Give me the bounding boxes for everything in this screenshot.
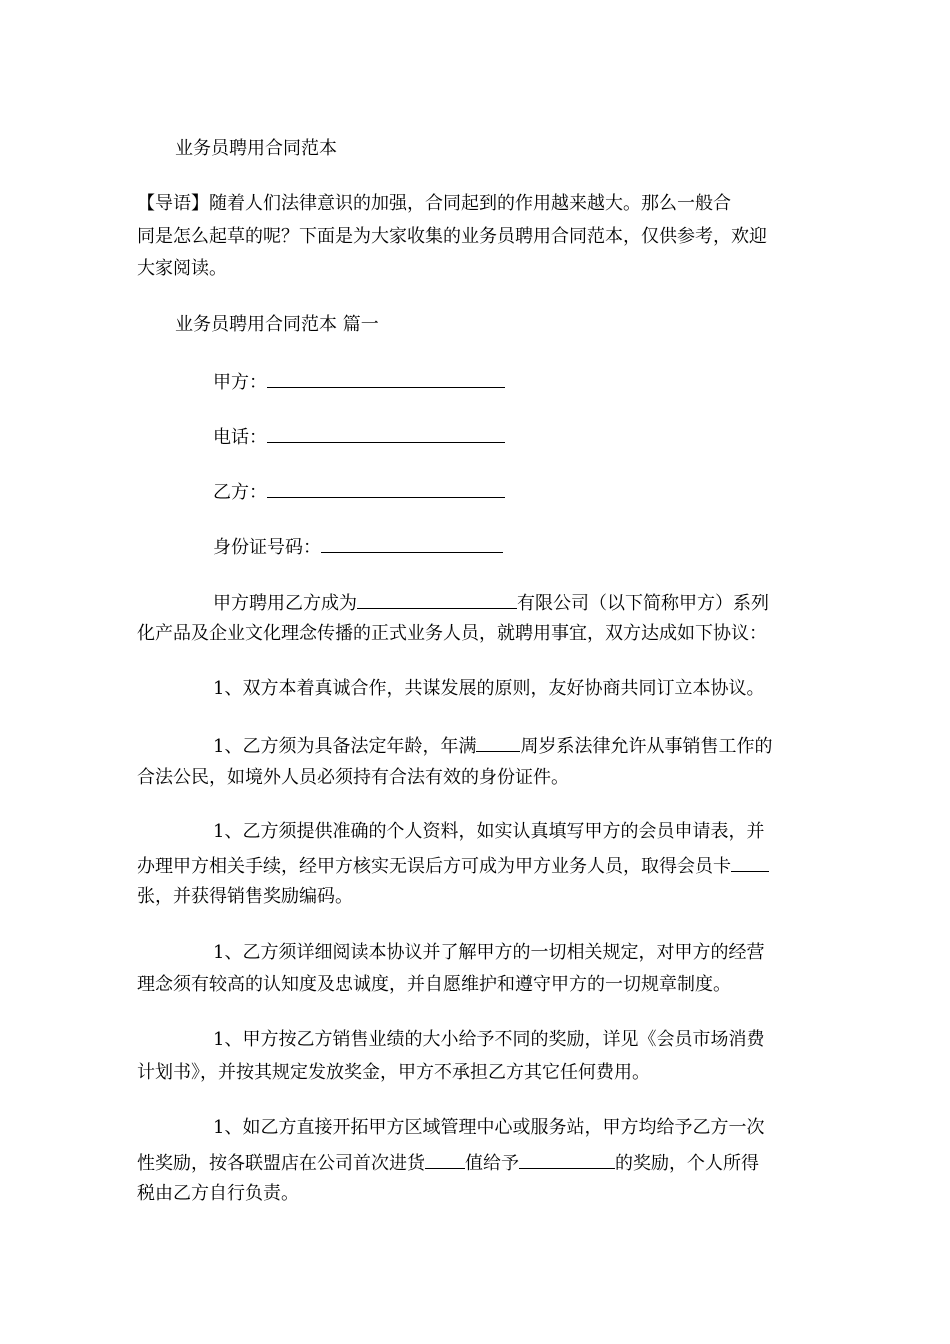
p4-line-3: 张，并获得销售奖励编码。 xyxy=(137,886,353,907)
company-blank xyxy=(357,590,517,609)
field-party-b-label: 乙方： xyxy=(213,482,267,503)
document-title: 业务员聘用合同范本 xyxy=(175,138,337,159)
p1-text-a: 甲方聘用乙方成为 xyxy=(213,593,357,614)
p5-line-1: 1、乙方须详细阅读本协议并了解甲方的一切相关规定，对甲方的经营 xyxy=(213,942,765,963)
field-phone xyxy=(213,424,505,450)
field-id-number xyxy=(213,534,503,560)
section-title: 业务员聘用合同范本 篇一 xyxy=(175,314,379,335)
p7-text-b1: 性奖励，按各联盟店在公司首次进货 xyxy=(137,1153,425,1174)
p7-line-2 xyxy=(137,1150,759,1176)
id-number-blank xyxy=(321,534,503,553)
p7-line-1: 1、如乙方直接开拓甲方区域管理中心或服务站，甲方均给予乙方一次 xyxy=(213,1117,765,1138)
p4-line-1: 1、乙方须提供准确的个人资料，如实认真填写甲方的会员申请表，并 xyxy=(213,821,765,842)
p1-line-2: 化产品及企业文化理念传播的正式业务人员，就聘用事宜，双方达成如下协议： xyxy=(137,623,767,644)
p6-line-1: 1、甲方按乙方销售业绩的大小给予不同的奖励，详见《会员市场消费 xyxy=(213,1029,765,1050)
card-count-blank xyxy=(731,853,769,872)
p3-line-1 xyxy=(213,733,772,759)
age-blank xyxy=(476,733,520,752)
p7-text-b2: 值给予 xyxy=(465,1153,519,1174)
p7-line-3: 税由乙方自行负责。 xyxy=(137,1183,299,1204)
field-party-a xyxy=(213,369,505,395)
intro-line-1: 【导语】随着人们法律意识的加强，合同起到的作用越来越大。那么一般合 xyxy=(137,193,731,214)
reward-blank xyxy=(519,1150,615,1169)
p3-line-2: 合法公民，如境外人员必须持有合法有效的身份证件。 xyxy=(137,767,569,788)
intro-line-3: 大家阅读。 xyxy=(137,258,227,279)
field-party-b xyxy=(213,479,505,505)
p3-text-a: 1、乙方须为具备法定年龄，年满 xyxy=(213,736,477,757)
intro-line-2: 同是怎么起草的呢？下面是为大家收集的业务员聘用合同范本，仅供参考，欢迎 xyxy=(137,226,767,247)
field-phone-label: 电话： xyxy=(213,427,267,448)
p7-text-b3: 的奖励，个人所得 xyxy=(615,1153,759,1174)
field-party-a-label: 甲方： xyxy=(213,372,267,393)
purchase-blank xyxy=(425,1150,465,1169)
field-id-number-label: 身份证号码： xyxy=(213,537,321,558)
p1-text-b: 有限公司（以下简称甲方）系列 xyxy=(517,593,769,614)
p1-line-1 xyxy=(213,590,769,616)
p3-text-b: 周岁系法律允许从事销售工作的 xyxy=(520,736,773,757)
party-a-blank xyxy=(267,369,505,388)
party-b-blank xyxy=(267,479,505,498)
p6-line-2: 计划书》，并按其规定发放奖金，甲方不承担乙方其它任何费用。 xyxy=(137,1062,650,1083)
p5-line-2: 理念须有较高的认知度及忠诚度，并自愿维护和遵守甲方的一切规章制度。 xyxy=(137,974,731,995)
phone-blank xyxy=(267,424,505,443)
p2-line-1: 1、双方本着真诚合作，共谋发展的原则，友好协商共同订立本协议。 xyxy=(213,678,765,699)
p4-line-2 xyxy=(137,853,769,879)
p4-text-b: 办理甲方相关手续，经甲方核实无误后方可成为甲方业务人员，取得会员卡 xyxy=(137,856,731,877)
